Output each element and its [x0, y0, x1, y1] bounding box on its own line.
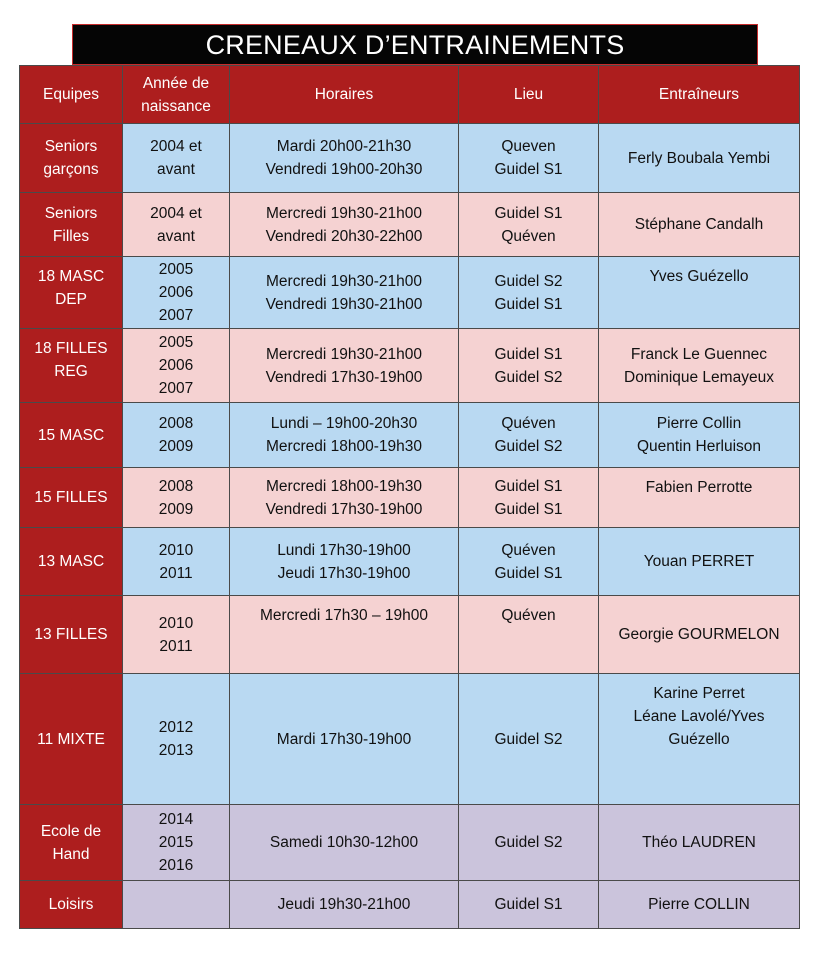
- birth-years-cell: 2005 2006 2007: [123, 257, 230, 329]
- horaires-cell: Mardi 20h00-21h30 Vendredi 19h00-20h30: [230, 124, 459, 193]
- team-cell: 11 MIXTE: [20, 674, 123, 805]
- table-row: [20, 403, 800, 468]
- entraineurs-cell: Ferly Boubala Yembi: [599, 124, 800, 193]
- team-cell: Ecole de Hand: [20, 805, 123, 881]
- entraineurs-cell: Franck Le Guennec Dominique Lemayeux: [599, 329, 800, 403]
- entraineurs-cell: Youan PERRET: [599, 528, 800, 596]
- horaires-cell: Lundi – 19h00-20h30 Mercredi 18h00-19h30: [230, 403, 459, 468]
- lieu-cell: Quéven Guidel S2: [459, 403, 599, 468]
- schedule-table: [19, 65, 800, 929]
- horaires-cell: Lundi 17h30-19h00 Jeudi 17h30-19h00: [230, 528, 459, 596]
- horaires-cell: Mercredi 19h30-21h00 Vendredi 20h30-22h00: [230, 193, 459, 257]
- lieu-cell: Guidel S2: [459, 805, 599, 881]
- horaires-cell: Mardi 17h30-19h00: [230, 674, 459, 805]
- birth-years-cell: 2012 2013: [123, 674, 230, 805]
- table-row: [20, 528, 800, 596]
- entraineurs-cell: Yves Guézello: [599, 257, 800, 329]
- horaires-cell: Mercredi 19h30-21h00 Vendredi 19h30-21h00: [230, 257, 459, 329]
- table-row: [20, 193, 800, 257]
- team-cell: 13 FILLES: [20, 596, 123, 674]
- horaires-cell: Mercredi 19h30-21h00 Vendredi 17h30-19h00: [230, 329, 459, 403]
- table-row: [20, 881, 800, 929]
- header-annee-naissance: Année de naissance: [123, 66, 230, 124]
- birth-years-cell: [123, 881, 230, 929]
- entraineurs-cell: Stéphane Candalh: [599, 193, 800, 257]
- lieu-cell: Guidel S1 Guidel S1: [459, 468, 599, 528]
- entraineurs-cell: Pierre Collin Quentin Herluison: [599, 403, 800, 468]
- horaires-cell: Jeudi 19h30-21h00: [230, 881, 459, 929]
- table-row: [20, 468, 800, 528]
- table-row: [20, 596, 800, 674]
- team-cell: 18 FILLES REG: [20, 329, 123, 403]
- header-entraineurs: Entraîneurs: [599, 66, 800, 124]
- lieu-cell: Quéven: [459, 596, 599, 674]
- entraineurs-cell: Fabien Perrotte: [599, 468, 800, 528]
- header-horaires: Horaires: [230, 66, 459, 124]
- horaires-cell: Samedi 10h30-12h00: [230, 805, 459, 881]
- header-lieu: Lieu: [459, 66, 599, 124]
- team-cell: 15 MASC: [20, 403, 123, 468]
- horaires-cell: Mercredi 18h00-19h30 Vendredi 17h30-19h00: [230, 468, 459, 528]
- birth-years-cell: 2004 et avant: [123, 124, 230, 193]
- lieu-cell: Guidel S2: [459, 674, 599, 805]
- entraineurs-cell: Karine Perret Léane Lavolé/Yves Guézello: [599, 674, 800, 805]
- page-title: CRENEAUX D’ENTRAINEMENTS: [72, 24, 758, 65]
- entraineurs-cell: Théo LAUDREN: [599, 805, 800, 881]
- lieu-cell: Guidel S1: [459, 881, 599, 929]
- birth-years-cell: 2010 2011: [123, 528, 230, 596]
- lieu-cell: Quéven Guidel S1: [459, 528, 599, 596]
- table-row: [20, 124, 800, 193]
- team-cell: 15 FILLES: [20, 468, 123, 528]
- table-header-row: [20, 66, 800, 124]
- lieu-cell: Guidel S2 Guidel S1: [459, 257, 599, 329]
- birth-years-cell: 2008 2009: [123, 468, 230, 528]
- birth-years-cell: 2004 et avant: [123, 193, 230, 257]
- header-equipes: Equipes: [20, 66, 123, 124]
- team-cell: Loisirs: [20, 881, 123, 929]
- birth-years-cell: 2014 2015 2016: [123, 805, 230, 881]
- team-cell: 13 MASC: [20, 528, 123, 596]
- entraineurs-cell: Pierre COLLIN: [599, 881, 800, 929]
- table-row: [20, 257, 800, 329]
- table-row: [20, 674, 800, 805]
- birth-years-cell: 2005 2006 2007: [123, 329, 230, 403]
- team-cell: Seniors garçons: [20, 124, 123, 193]
- horaires-cell: Mercredi 17h30 – 19h00: [230, 596, 459, 674]
- table-row: [20, 805, 800, 881]
- team-cell: 18 MASC DEP: [20, 257, 123, 329]
- lieu-cell: Guidel S1 Guidel S2: [459, 329, 599, 403]
- birth-years-cell: 2010 2011: [123, 596, 230, 674]
- lieu-cell: Guidel S1 Quéven: [459, 193, 599, 257]
- entraineurs-cell: Georgie GOURMELON: [599, 596, 800, 674]
- lieu-cell: Queven Guidel S1: [459, 124, 599, 193]
- table-row: [20, 329, 800, 403]
- birth-years-cell: 2008 2009: [123, 403, 230, 468]
- team-cell: Seniors Filles: [20, 193, 123, 257]
